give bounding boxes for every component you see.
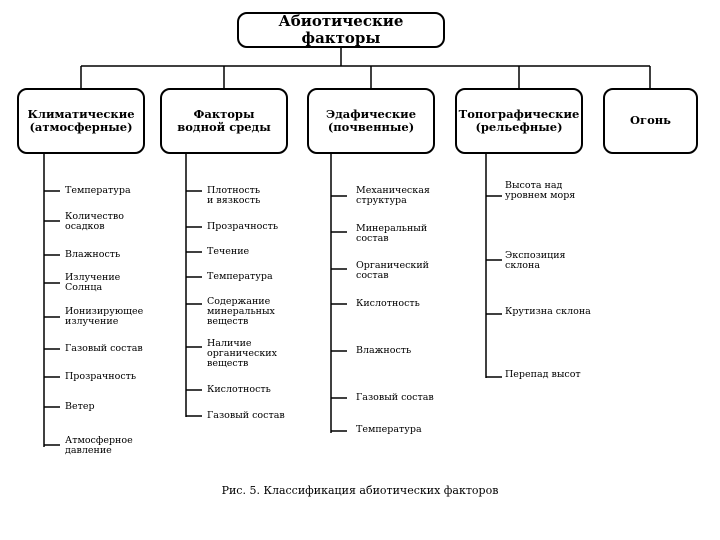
category-topographic: Топографические (рельефные) xyxy=(455,88,583,154)
water-item: Газовый состав xyxy=(207,410,285,421)
water-item: Содержание минеральных веществ xyxy=(207,296,275,327)
water-item: Прозрачность xyxy=(207,221,279,232)
climatic-item: Газовый состав xyxy=(65,343,143,354)
figure-caption: Рис. 5. Классификация абиотических факторов xyxy=(221,484,499,497)
edaphic-item: Влажность xyxy=(356,345,412,356)
water-item: Плотность и вязкость xyxy=(207,185,261,206)
edaphic-item: Кислотность xyxy=(356,298,420,309)
climatic-item: Прозрачность xyxy=(65,371,137,382)
category-water: Факторы водной среды xyxy=(160,88,288,154)
climatic-item: Излучение Солнца xyxy=(65,272,121,293)
climatic-item: Количество осадков xyxy=(65,211,124,232)
water-item: Течение xyxy=(207,246,250,257)
climatic-item: Ионизирующее излучение xyxy=(65,306,144,327)
climatic-item: Атмосферное давление xyxy=(65,435,133,456)
water-item: Кислотность xyxy=(207,384,271,395)
water-item: Наличие органических веществ xyxy=(207,338,277,369)
edaphic-item: Газовый состав xyxy=(356,392,434,403)
topographic-item: Перепад высот xyxy=(505,369,581,380)
topographic-item: Высота над уровнем моря xyxy=(505,180,576,201)
edaphic-item: Механическая структура xyxy=(356,185,430,206)
edaphic-item: Температура xyxy=(356,424,422,435)
climatic-item: Влажность xyxy=(65,249,121,260)
topographic-item: Крутизна склона xyxy=(505,306,591,317)
water-item: Температура xyxy=(207,271,273,282)
climatic-item: Температура xyxy=(65,185,131,196)
edaphic-item: Минеральный состав xyxy=(356,223,428,244)
climatic-item: Ветер xyxy=(65,401,95,412)
root-node: Абиотические факторы xyxy=(237,12,445,48)
category-edaphic: Эдафические (почвенные) xyxy=(307,88,435,154)
category-fire: Огонь xyxy=(603,88,698,154)
category-climatic: Климатические (атмосферные) xyxy=(17,88,145,154)
edaphic-item: Органический состав xyxy=(356,260,429,281)
topographic-item: Экспозиция склона xyxy=(505,250,566,271)
